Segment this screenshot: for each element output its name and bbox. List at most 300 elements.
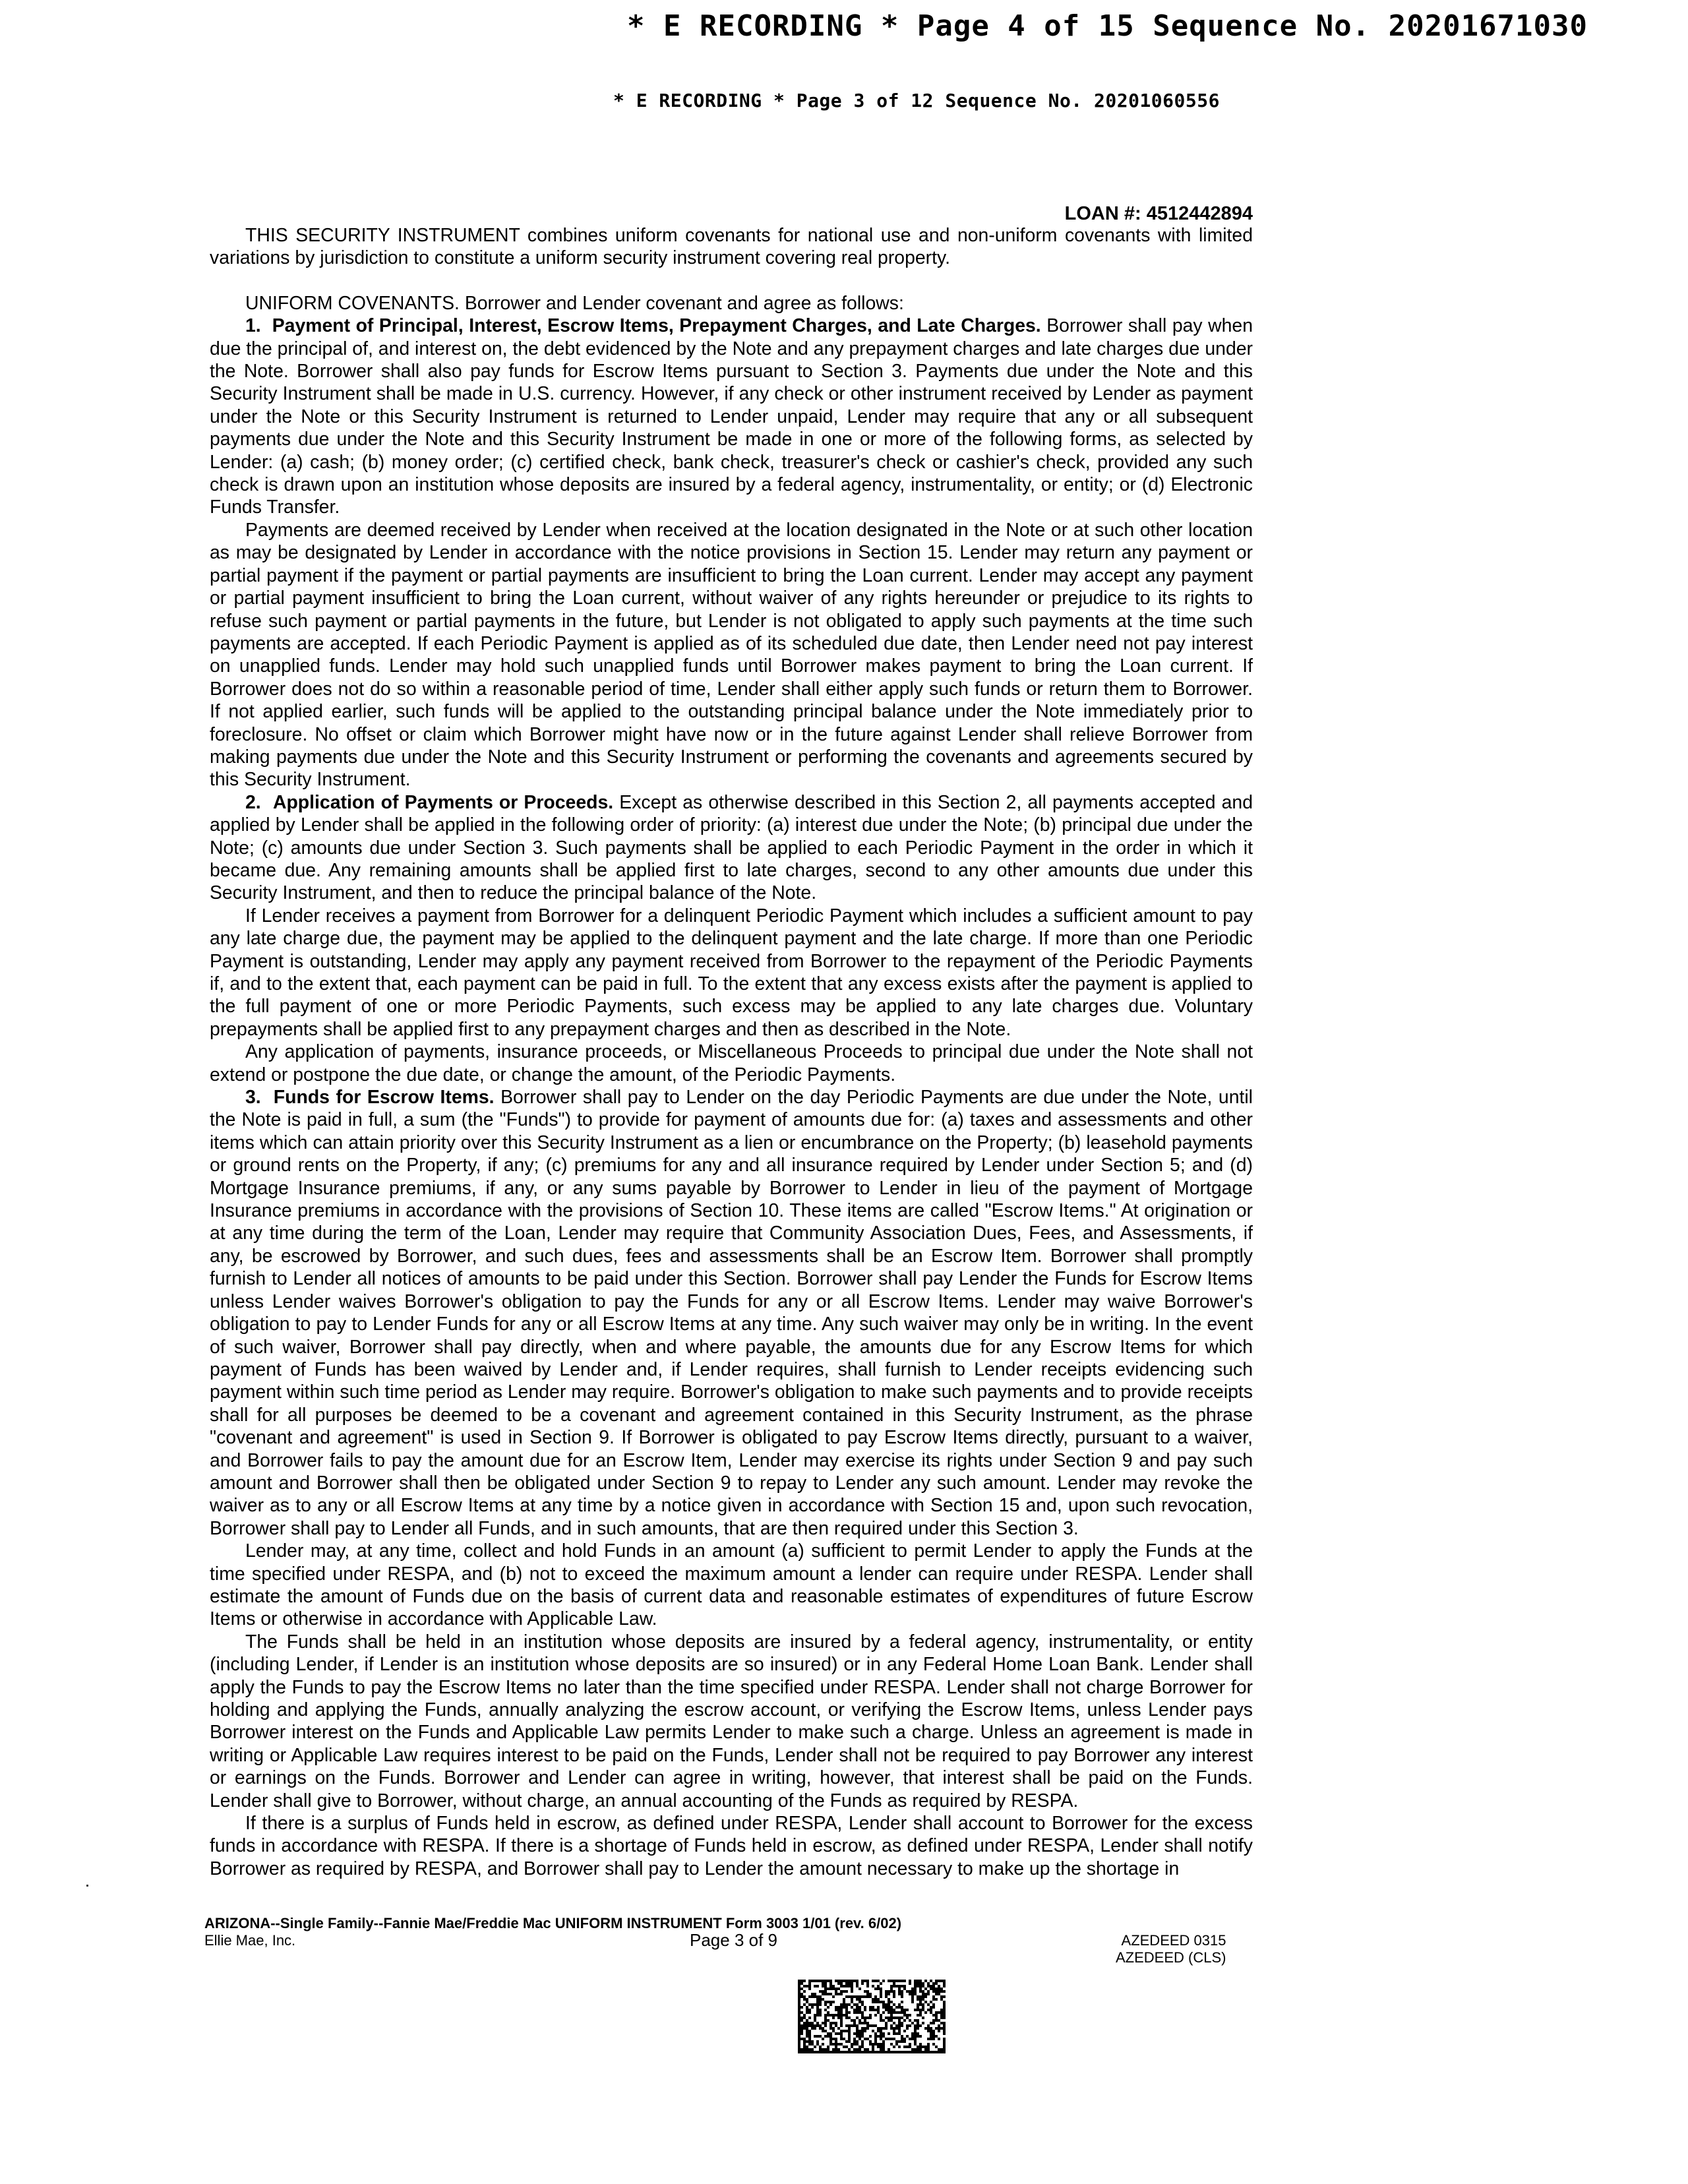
barcode-module (914, 2040, 917, 2043)
barcode-module (906, 2046, 909, 2048)
barcode-module (938, 1990, 940, 1993)
barcode-module (808, 2040, 811, 2043)
barcode-module (856, 2030, 859, 2032)
barcode-module (843, 1990, 845, 1993)
barcode-module (903, 2051, 906, 2053)
barcode-module (835, 2014, 837, 2017)
barcode-module (798, 2009, 800, 2011)
barcode-module (911, 2001, 914, 2003)
barcode-module (903, 2030, 906, 2032)
barcode-module (940, 1987, 943, 1990)
section-3-heading: 3. Funds for Escrow Items. (245, 1087, 495, 1108)
barcode-module (877, 2006, 880, 2009)
barcode-module (864, 2019, 866, 2022)
barcode-module (880, 2051, 882, 2053)
barcode-module (814, 2014, 816, 2017)
barcode-module (901, 2040, 903, 2043)
barcode-module (893, 2038, 895, 2040)
barcode-module (861, 2040, 864, 2043)
barcode-module (938, 2038, 940, 2040)
barcode-module (848, 2051, 851, 2053)
barcode-module (851, 2051, 853, 2053)
barcode-module (895, 2043, 898, 2046)
barcode-module (827, 2001, 829, 2003)
barcode-module (859, 2022, 861, 2024)
barcode-module (851, 1982, 853, 1985)
barcode-module (895, 2027, 898, 2030)
barcode-module (930, 1987, 932, 1990)
barcode-module (882, 1980, 885, 1982)
barcode-module (930, 2009, 932, 2011)
barcode-module (806, 2019, 808, 2022)
barcode-module (909, 2038, 911, 2040)
barcode-module (827, 2019, 829, 2022)
barcode-module (800, 2038, 803, 2040)
barcode-module (877, 1987, 880, 1990)
barcode-module (800, 2032, 803, 2035)
barcode-module (853, 2038, 856, 2040)
barcode-module (822, 1982, 824, 1985)
barcode-module (840, 2051, 843, 2053)
barcode-module (943, 2040, 946, 2043)
barcode-module (832, 2030, 835, 2032)
barcode-module (914, 1987, 917, 1990)
barcode-module (898, 2024, 901, 2027)
barcode-module (851, 2024, 853, 2027)
barcode-module (806, 2030, 808, 2032)
barcode-module (906, 2027, 909, 2030)
barcode-module (919, 1998, 922, 2001)
barcode-module (940, 1980, 943, 1982)
barcode-module (919, 2024, 922, 2027)
barcode-module (893, 2027, 895, 2030)
barcode-module (932, 1998, 935, 2001)
barcode-module (822, 1985, 824, 1987)
barcode-module (885, 2051, 888, 2053)
barcode-module (851, 1998, 853, 2001)
barcode-module (919, 2011, 922, 2014)
barcode-module (856, 2040, 859, 2043)
barcode-module (919, 1980, 922, 1982)
scan-speck (86, 1885, 88, 1887)
barcode-module (874, 2009, 877, 2011)
barcode-module (843, 2051, 845, 2053)
barcode-module (906, 2017, 909, 2019)
barcode-module (816, 1985, 819, 1987)
barcode-module (932, 2003, 935, 2006)
barcode-module (898, 1985, 901, 1987)
barcode-module (893, 2022, 895, 2024)
barcode-module (893, 2009, 895, 2011)
barcode-module (800, 2019, 803, 2022)
barcode-module (811, 2048, 814, 2051)
barcode-module (814, 2035, 816, 2038)
barcode-module (853, 2040, 856, 2043)
barcode-module (859, 2046, 861, 2048)
barcode-module (824, 1987, 827, 1990)
barcode-module (840, 2024, 843, 2027)
barcode-module (882, 2032, 885, 2035)
barcode-module (877, 2043, 880, 2046)
barcode-module (943, 1982, 946, 1985)
barcode-module (816, 2035, 819, 2038)
barcode-module (851, 1980, 853, 1982)
barcode-module (835, 2040, 837, 2043)
barcode-module (895, 2006, 898, 2009)
barcode-module (835, 2048, 837, 2051)
barcode-module (893, 1995, 895, 1998)
barcode-module (845, 2014, 848, 2017)
barcode-module (885, 2022, 888, 2024)
barcode-module (806, 2046, 808, 2048)
barcode-module (922, 2003, 924, 2006)
barcode-module (888, 2051, 890, 2053)
barcode-module (816, 2011, 819, 2014)
barcode-module (840, 2017, 843, 2019)
barcode-module (909, 1990, 911, 1993)
barcode-module (824, 1993, 827, 1995)
barcode-module (943, 1980, 946, 1982)
barcode-module (885, 2024, 888, 2027)
barcode-module (848, 1982, 851, 1985)
barcode-module (901, 2009, 903, 2011)
barcode-module (848, 2003, 851, 2006)
barcode-module (822, 2027, 824, 2030)
barcode-module (930, 2035, 932, 2038)
barcode-module (880, 2017, 882, 2019)
barcode-module (811, 1993, 814, 1995)
barcode-module (806, 2032, 808, 2035)
barcode-module (866, 2051, 869, 2053)
barcode-module (798, 1990, 800, 1993)
barcode-module (938, 2024, 940, 2027)
barcode-module (869, 2024, 872, 2027)
barcode-module (893, 2046, 895, 2048)
barcode-module (800, 2024, 803, 2027)
barcode-module (811, 2006, 814, 2009)
barcode-module (798, 2011, 800, 2014)
barcode-module (798, 2003, 800, 2006)
barcode-module (869, 2009, 872, 2011)
barcode-module (901, 2022, 903, 2024)
barcode-module (882, 2040, 885, 2043)
barcode-module (901, 2001, 903, 2003)
barcode-module (901, 2038, 903, 2040)
barcode-module (866, 1982, 869, 1985)
barcode-module (919, 1987, 922, 1990)
barcode-module (853, 2009, 856, 2011)
barcode-module (859, 1998, 861, 2001)
barcode-module (890, 2043, 893, 2046)
barcode-module (885, 1990, 888, 1993)
barcode-module (874, 2040, 877, 2043)
barcode-module (882, 2001, 885, 2003)
section-2-text: Except as otherwise described in this Section 2, all payments accepted and applied by Lender shall be applied in the following order of priority: (a) interest due under the Note; (b) principal due under the Note; (c) amounts due under Section 3. Such payments shall be applied to each Periodic Payment in the order in which it became due. Any remaining amounts shall be applied first to late charges, second to any other amounts due under this Security Instrument, and then to reduce the principal balance of the Note. (210, 791, 1253, 904)
barcode-module (822, 2048, 824, 2051)
barcode-module (935, 2014, 938, 2017)
barcode-module (874, 1987, 877, 1990)
barcode-module (835, 1980, 837, 1982)
barcode-module (829, 2032, 832, 2035)
barcode-module (927, 2003, 930, 2006)
barcode-module (814, 2019, 816, 2022)
barcode-module (808, 2017, 811, 2019)
barcode-module (806, 2040, 808, 2043)
barcode-module (845, 2030, 848, 2032)
barcode-module (866, 2048, 869, 2051)
barcode-module (859, 2019, 861, 2022)
barcode-module (816, 2022, 819, 2024)
barcode-module (819, 2024, 822, 2027)
barcode-module (927, 2038, 930, 2040)
barcode-module (914, 2024, 917, 2027)
barcode-module (890, 2027, 893, 2030)
barcode-module (940, 1990, 943, 1993)
barcode-module (930, 2032, 932, 2035)
barcode-module (919, 2009, 922, 2011)
barcode-module (890, 1980, 893, 1982)
barcode-module (874, 2051, 877, 2053)
barcode-module (800, 1993, 803, 1995)
barcode-module (845, 2003, 848, 2006)
barcode-module (888, 2019, 890, 2022)
barcode-module (832, 2043, 835, 2046)
barcode-module (843, 1980, 845, 1982)
barcode-module (888, 1998, 890, 2001)
section-1-heading: 1. Payment of Principal, Interest, Escrow Items, Prepayment Charges, and Late Charges. (245, 315, 1041, 337)
barcode-module (845, 1995, 848, 1998)
barcode-module (803, 2003, 806, 2006)
barcode-module (922, 1985, 924, 1987)
barcode-module (932, 2006, 935, 2009)
barcode-module (932, 2019, 935, 2022)
barcode-module (874, 1980, 877, 1982)
barcode-module (832, 2017, 835, 2019)
barcode-module (835, 1993, 837, 1995)
barcode-module (856, 2032, 859, 2035)
barcode-module (888, 2011, 890, 2014)
barcode-module (824, 2024, 827, 2027)
barcode-module (938, 1985, 940, 1987)
barcode-module (890, 2011, 893, 2014)
barcode-module (930, 2011, 932, 2014)
barcode-module (861, 1995, 864, 1998)
barcode-module (798, 1987, 800, 1990)
barcode-module (930, 2027, 932, 2030)
section-2-paragraph (210, 791, 1253, 905)
barcode-module (806, 1985, 808, 1987)
barcode-module (872, 2048, 874, 2051)
barcode-module (853, 1980, 856, 1982)
barcode-module (938, 2027, 940, 2030)
barcode-module (840, 1980, 843, 1982)
barcode-module (819, 2048, 822, 2051)
barcode-module (930, 2038, 932, 2040)
barcode-module (935, 2027, 938, 2030)
barcode-module (943, 1995, 946, 1998)
barcode-module (919, 2001, 922, 2003)
barcode-module (848, 2048, 851, 2051)
barcode-module (824, 2001, 827, 2003)
barcode-module (898, 2051, 901, 2053)
barcode-module (922, 2006, 924, 2009)
barcode-module (935, 2051, 938, 2053)
barcode-module (798, 1998, 800, 2001)
barcode-module (880, 2032, 882, 2035)
barcode-module (824, 2019, 827, 2022)
barcode-module (888, 1990, 890, 1993)
barcode-module (864, 2030, 866, 2032)
barcode-module (906, 2024, 909, 2027)
barcode-module (874, 2043, 877, 2046)
barcode-module (803, 2014, 806, 2017)
barcode-module (903, 2011, 906, 2014)
barcode-module (866, 2027, 869, 2030)
barcode-module (872, 1985, 874, 1987)
barcode-module (856, 2043, 859, 2046)
barcode-module (832, 2027, 835, 2030)
barcode-module (819, 2009, 822, 2011)
barcode-module (893, 1982, 895, 1985)
barcode-module (856, 2009, 859, 2011)
barcode-module (837, 1993, 840, 1995)
barcode-module (859, 1995, 861, 1998)
barcode-module (869, 2040, 872, 2043)
barcode-module (927, 2048, 930, 2051)
barcode-module (861, 1982, 864, 1985)
barcode-module (856, 1995, 859, 1998)
barcode-module (803, 2038, 806, 2040)
barcode-module (803, 2040, 806, 2043)
barcode-module (824, 2014, 827, 2017)
barcode-module (808, 2038, 811, 2040)
barcode-module (882, 2019, 885, 2022)
barcode-module (914, 2035, 917, 2038)
barcode-module (800, 1982, 803, 1985)
barcode-module (880, 2019, 882, 2022)
barcode-module (903, 2009, 906, 2011)
barcode-module (932, 2051, 935, 2053)
barcode-module (800, 2027, 803, 2030)
barcode-module (822, 1980, 824, 1982)
barcode-module (864, 1995, 866, 1998)
recording-header-outer: * E RECORDING * Page 4 of 15 Sequence No. 20201671030 (627, 9, 1588, 43)
barcode-module (909, 1993, 911, 1995)
barcode-module (890, 2051, 893, 2053)
barcode-module (938, 1987, 940, 1990)
barcode-module (851, 1985, 853, 1987)
barcode-module (859, 2038, 861, 2040)
barcode-module (903, 1985, 906, 1987)
section-3-paragraph-3: The Funds shall be held in an institution whose deposits are insured by a federal agency, instrumentality, or entity (including Lender, if Lender is an institution whose deposits are so insured) or in any Federal Home Loan Bank. Lender shall apply the Funds to pay the Escrow Items no later than the time specified under RESPA. Lender shall not charge Borrower for holding and applying the Funds, annually analyzing the escrow account, or verifying the Escrow Items, unless Lender pays Borrower interest on the Funds and Applicable Law permits Lender to make such a charge. Unless an agreement is made in writing or Applicable Law requires interest to be paid on the Funds, Lender shall not be required to pay Borrower any interest or earnings on the Funds. Borrower and Lender can agree in writing, however, that interest shall be paid on the Funds. Lender shall give to Borrower, without charge, an annual accounting of the Funds as required by RESPA. (210, 1631, 1253, 1811)
barcode-module (837, 1982, 840, 1985)
barcode-module (940, 2051, 943, 2053)
barcode-module (824, 2003, 827, 2006)
barcode-module (935, 1987, 938, 1990)
barcode-module (901, 2011, 903, 2014)
barcode-module (829, 1980, 832, 1982)
barcode-module (882, 2051, 885, 2053)
barcode-module (814, 2003, 816, 2006)
barcode-module (882, 2006, 885, 2009)
barcode-module (798, 2046, 800, 2048)
barcode-module (861, 2030, 864, 2032)
barcode-module (803, 2043, 806, 2046)
barcode-module (935, 2046, 938, 2048)
barcode-module (893, 1985, 895, 1987)
barcode-module (895, 2011, 898, 2014)
barcode-module (872, 2046, 874, 2048)
barcode-module (922, 1998, 924, 2001)
barcode-module (806, 2001, 808, 2003)
barcode-module (880, 1987, 882, 1990)
barcode-module (816, 2006, 819, 2009)
barcode-module (924, 2027, 927, 2030)
barcode-module (893, 2011, 895, 2014)
barcode-module (898, 2022, 901, 2024)
barcode-module (861, 2043, 864, 2046)
barcode-module (877, 2046, 880, 2048)
barcode-module (859, 2032, 861, 2035)
barcode-module (824, 2017, 827, 2019)
barcode-module (943, 2027, 946, 2030)
barcode-module (835, 2032, 837, 2035)
barcode-module (872, 2009, 874, 2011)
loan-number: LOAN #: 4512442894 (1064, 203, 1253, 224)
barcode-module (808, 2009, 811, 2011)
barcode-module (798, 2030, 800, 2032)
barcode-module (840, 2030, 843, 2032)
barcode-module (922, 2022, 924, 2024)
barcode-module (822, 1990, 824, 1993)
barcode-module (824, 2048, 827, 2051)
barcode-module (877, 2030, 880, 2032)
barcode-module (814, 2024, 816, 2027)
barcode-module (811, 1995, 814, 1998)
barcode-module (843, 2006, 845, 2009)
barcode-module (822, 1998, 824, 2001)
barcode-module (924, 2001, 927, 2003)
barcode-module (811, 1980, 814, 1982)
barcode-module (829, 2043, 832, 2046)
barcode-module (877, 2001, 880, 2003)
barcode-module (888, 2038, 890, 2040)
barcode-module (877, 2009, 880, 2011)
barcode-module (861, 2027, 864, 2030)
barcode-module (811, 2022, 814, 2024)
barcode-module (798, 2035, 800, 2038)
barcode-module (911, 2038, 914, 2040)
barcode-module (895, 1985, 898, 1987)
barcode-module (938, 2051, 940, 2053)
barcode-module (827, 2006, 829, 2009)
barcode-module (880, 1982, 882, 1985)
barcode-module (845, 1990, 848, 1993)
barcode-module (806, 2011, 808, 2014)
barcode-module (927, 2030, 930, 2032)
barcode-module (882, 2043, 885, 2046)
barcode-module (922, 2046, 924, 2048)
barcode-module (898, 1990, 901, 1993)
barcode-module (880, 1990, 882, 1993)
barcode-module (924, 2048, 927, 2051)
barcode-module (866, 1980, 869, 1982)
barcode-module (869, 2035, 872, 2038)
barcode-module (882, 2046, 885, 2048)
barcode-module (914, 2009, 917, 2011)
barcode-module (859, 2048, 861, 2051)
barcode-module (845, 2040, 848, 2043)
